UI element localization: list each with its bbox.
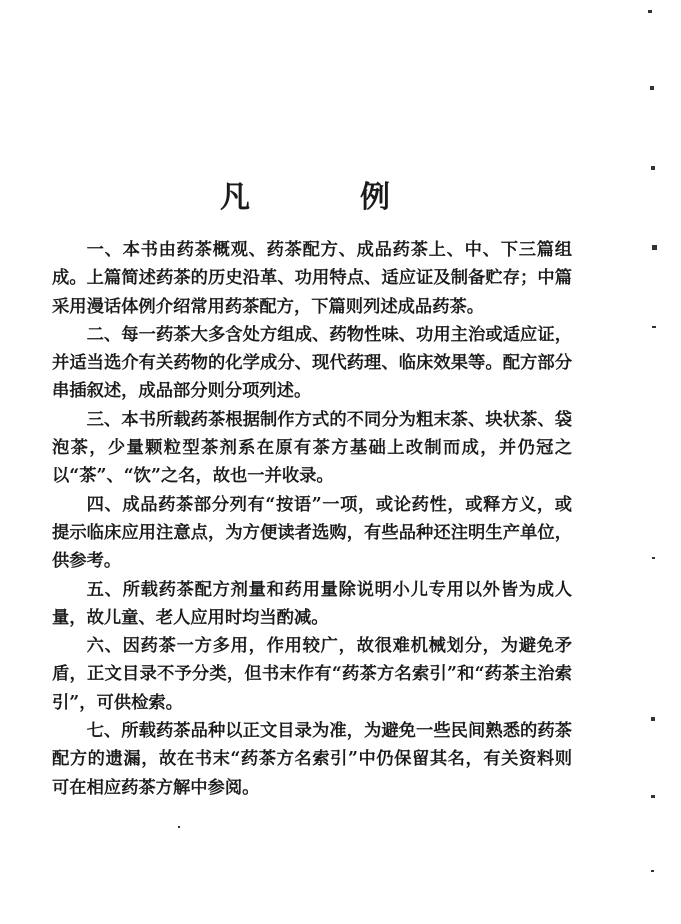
scan-speck <box>178 826 180 828</box>
scan-speck <box>651 717 655 721</box>
scan-speck <box>652 245 657 250</box>
scan-speck <box>652 326 656 328</box>
scan-speck <box>650 86 654 90</box>
paragraph-5: 五、所载药茶配方剂量和药用量除说明小儿专用以外皆为成人量，故儿童、老人应用时均当酌减。 <box>52 579 572 628</box>
paragraph-6: 六、因药茶一方多用，作用较广，故很难机械划分，为避免矛盾，正文目录不予分类，但书末作有“药茶方名索引”和“药茶主治索引”，可供检索。 <box>52 636 572 713</box>
scan-speck <box>651 870 654 872</box>
paragraph-4: 四、成品药茶部分列有“按语”一项，或论药性，或释方义，或提示临床应用注意点，为方便读者选购，有些品种还注明生产单位，供参考。 <box>52 494 572 572</box>
paragraph-1: 一、本书由药茶概观、药茶配方、成品药茶上、中、下三篇组成。上篇简述药茶的历史沿革、功用特点、适应证及制备贮存；中篇采用漫话体例介绍常用药茶配方，下篇则列述成品药茶。 <box>52 240 572 317</box>
scan-speck <box>652 557 655 559</box>
scan-speck <box>648 10 652 13</box>
paragraph-3: 三、本书所载药茶根据制作方式的不同分为粗末茶、块状茶、袋泡茶，少量颗粒型茶剂系在原有茶方基础上改制而成，并仍冠之以“茶”、“饮”之名，故也一并收录。 <box>52 409 572 487</box>
body-text <box>52 236 572 802</box>
scan-speck <box>651 795 655 798</box>
paragraph-2: 二、每一药茶大多含处方组成、药物性味、功用主治或适应证，并适当选介有关药物的化学成分、现代药理、临床效果等。配方部分串插叙述，成品部分则分项列述。 <box>52 324 572 402</box>
page-title: 凡 例 <box>220 180 430 215</box>
scan-speck <box>651 166 655 170</box>
paragraph-7: 七、所载药茶品种以正文目录为准，为避免一些民间熟悉的药茶配方的遗漏，故在书末“药茶方名索引”中仍保留其名，有关资料则可在相应药茶方解中参阅。 <box>52 721 572 798</box>
